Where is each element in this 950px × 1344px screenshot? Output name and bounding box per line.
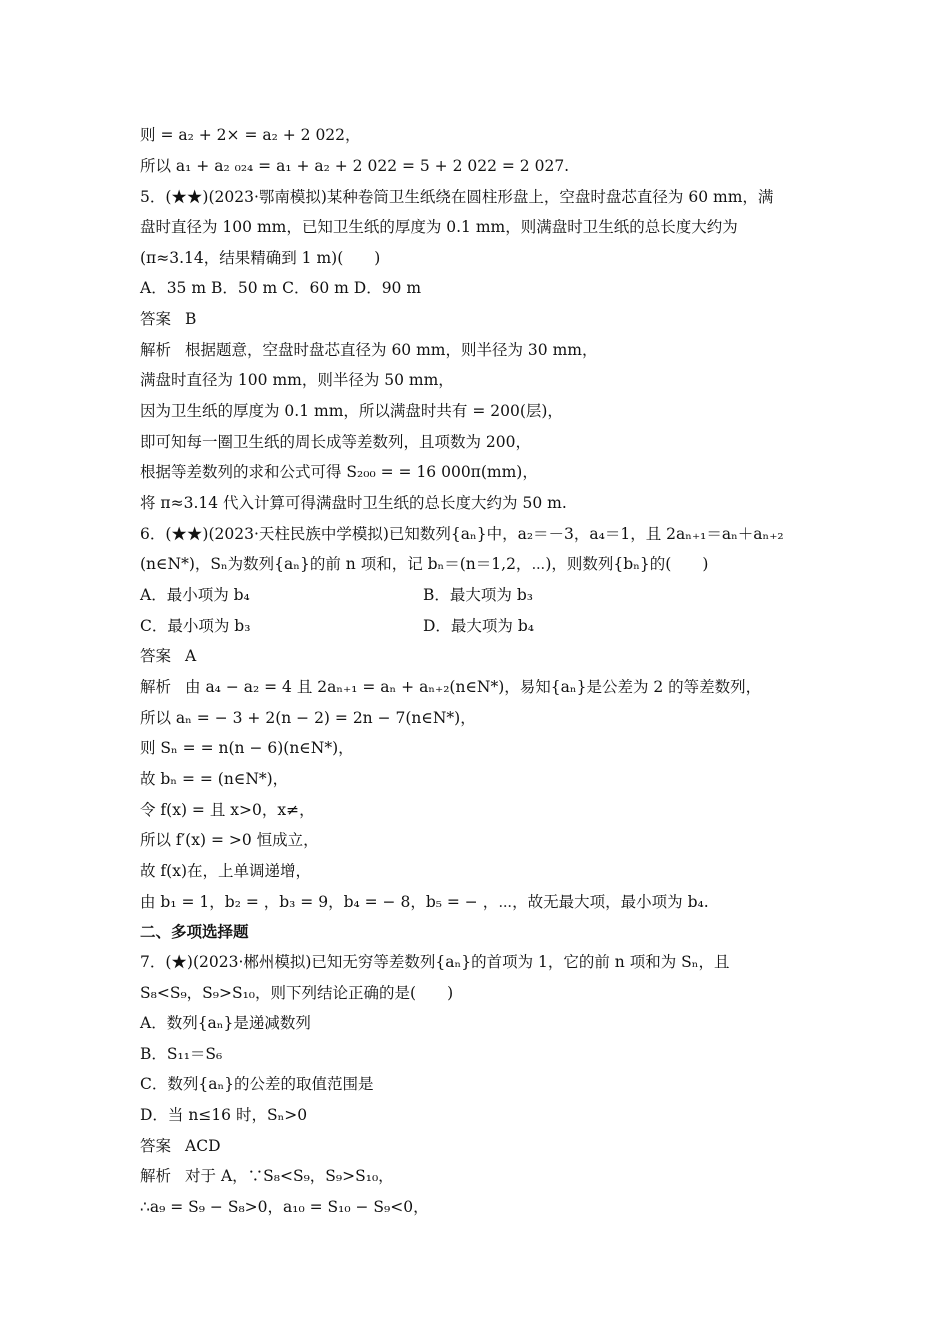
q5-analysis-line-2: 满盘时直径为 100 mm，则半径为 50 mm，	[140, 371, 454, 389]
q6-analysis-line-6: 所以 f′(x) = >0 恒成立，	[140, 831, 319, 849]
q6-option-c: C．最小项为 b₃	[140, 617, 251, 635]
q6-option-a: A．最小项为 b₄	[140, 586, 250, 604]
q7-answer-value: ACD	[185, 1137, 221, 1155]
q5-analysis-line-5: 根据等差数列的求和公式可得 S₂₀₀ = = 16 000π(mm)，	[140, 463, 538, 481]
q5-answer-value: B	[185, 310, 197, 328]
section-2-title: 二、多项选择题	[140, 922, 249, 941]
q7-analysis-label: 解析	[140, 1167, 172, 1185]
q6-stem-line-1: 6．(★★)(2023·天柱民族中学模拟)已知数列{aₙ}中，a₂＝－3，a₄＝1，且 2aₙ₊₁＝aₙ＋aₙ₊₂	[140, 525, 784, 543]
q6-stem-line-2: (n∈N*)，Sₙ为数列{aₙ}的前 n 项和，记 bₙ＝(n＝1,2，⋯)，则数列{bₙ}的( )	[140, 555, 709, 573]
q5-stem-line-2: 盘时直径为 100 mm，已知卫生纸的厚度为 0.1 mm，则满盘时卫生纸的总长度大约为	[140, 218, 738, 236]
q6-option-b: B．最大项为 b₃	[423, 586, 533, 604]
intro-line-2: 所以 a₁ + a₂ ₀₂₄ = a₁ + a₂ + 2 022 = 5 + 2 022 = 2 027.	[140, 157, 570, 175]
q6-analysis-line-5: 令 f(x) = 且 x>0，x≠，	[140, 801, 315, 819]
q7-stem-line-2: S₈<S₉，S₉>S₁₀，则下列结论正确的是( )	[140, 984, 454, 1002]
q6-analysis-line-1	[140, 676, 810, 698]
q7-option-a: A．数列{aₙ}是递减数列	[140, 1014, 311, 1032]
q7-stem-line-1: 7．(★)(2023·郴州模拟)已知无穷等差数列{aₙ}的首项为 1，它的前 n 项和为 Sₙ，且	[140, 953, 730, 971]
intro-line-1-prefix: 则	[140, 126, 156, 144]
q6-analysis-line-2: 所以 aₙ = − 3 + 2(n − 2) = 2n − 7(n∈N*)，	[140, 709, 476, 727]
q7-analysis-line-2: ∴a₉ = S₉ − S₈>0，a₁₀ = S₁₀ − S₉<0，	[140, 1198, 429, 1216]
q5-options: A．35 m B．50 m C．60 m D．90 m	[140, 279, 422, 297]
q7-analysis-text-1: 对于 A，∵S₈<S₉，S₉>S₁₀，	[185, 1167, 394, 1185]
q6-answer-value: A	[185, 647, 197, 665]
q5-analysis-line-3: 因为卫生纸的厚度为 0.1 mm，所以满盘时共有 = 200(层)，	[140, 402, 563, 420]
q6-analysis-label: 解析	[140, 678, 172, 696]
q7-analysis-line-1	[140, 1165, 810, 1187]
q6-analysis-line-7: 故 f(x)在，上单调递增，	[140, 862, 312, 880]
q7-answer-line	[140, 1135, 810, 1157]
q6-answer-line	[140, 645, 810, 667]
q5-stem-line-1: 5．(★★)(2023·鄂南模拟)某种卷筒卫生纸绕在圆柱形盘上，空盘时盘芯直径为 60 mm，满	[140, 188, 774, 206]
q6-analysis-line-8: 由 b₁ = 1，b₂ = ，b₃ = 9，b₄ = − 8，b₅ = − ，⋯，故无最大项，最小项为 b₄.	[140, 893, 709, 911]
q5-analysis-text-1: 根据题意，空盘时盘芯直径为 60 mm，则半径为 30 mm，	[185, 341, 598, 359]
q7-option-b: B．S₁₁＝S₆	[140, 1045, 223, 1063]
q5-analysis-line-6: 将 π≈3.14 代入计算可得满盘时卫生纸的总长度大约为 50 m.	[140, 494, 567, 512]
q5-answer-line	[140, 308, 810, 330]
q5-analysis-line-4: 即可知每一圈卫生纸的周长成等差数列，且项数为 200，	[140, 433, 532, 451]
q7-option-c: C．数列{aₙ}的公差的取值范围是	[140, 1075, 374, 1093]
q6-answer-label: 答案	[140, 647, 172, 665]
q6-option-d: D．最大项为 b₄	[423, 617, 534, 635]
q6-options-row-2	[140, 615, 810, 637]
q5-answer-label: 答案	[140, 310, 172, 328]
q6-options-row-1	[140, 584, 810, 606]
q6-analysis-text-1: 由 a₄ − a₂ = 4 且 2aₙ₊₁ = aₙ + aₙ₊₂(n∈N*)，易知{aₙ}是公差为 2 的等差数列，	[185, 678, 762, 696]
intro-line-1	[140, 124, 810, 146]
intro-line-1-formula: = a₂ + 2× = a₂ + 2 022，	[160, 126, 361, 144]
q5-analysis-label: 解析	[140, 341, 172, 359]
q6-analysis-line-3: 则 Sₙ = = n(n − 6)(n∈N*)，	[140, 739, 354, 757]
q5-stem-line-3: (π≈3.14，结果精确到 1 m)( )	[140, 249, 381, 267]
q5-analysis-line-1	[140, 339, 810, 361]
q7-answer-label: 答案	[140, 1137, 172, 1155]
q7-option-d: D．当 n≤16 时，Sₙ>0	[140, 1106, 308, 1124]
q6-analysis-line-4: 故 bₙ = = (n∈N*)，	[140, 770, 289, 788]
